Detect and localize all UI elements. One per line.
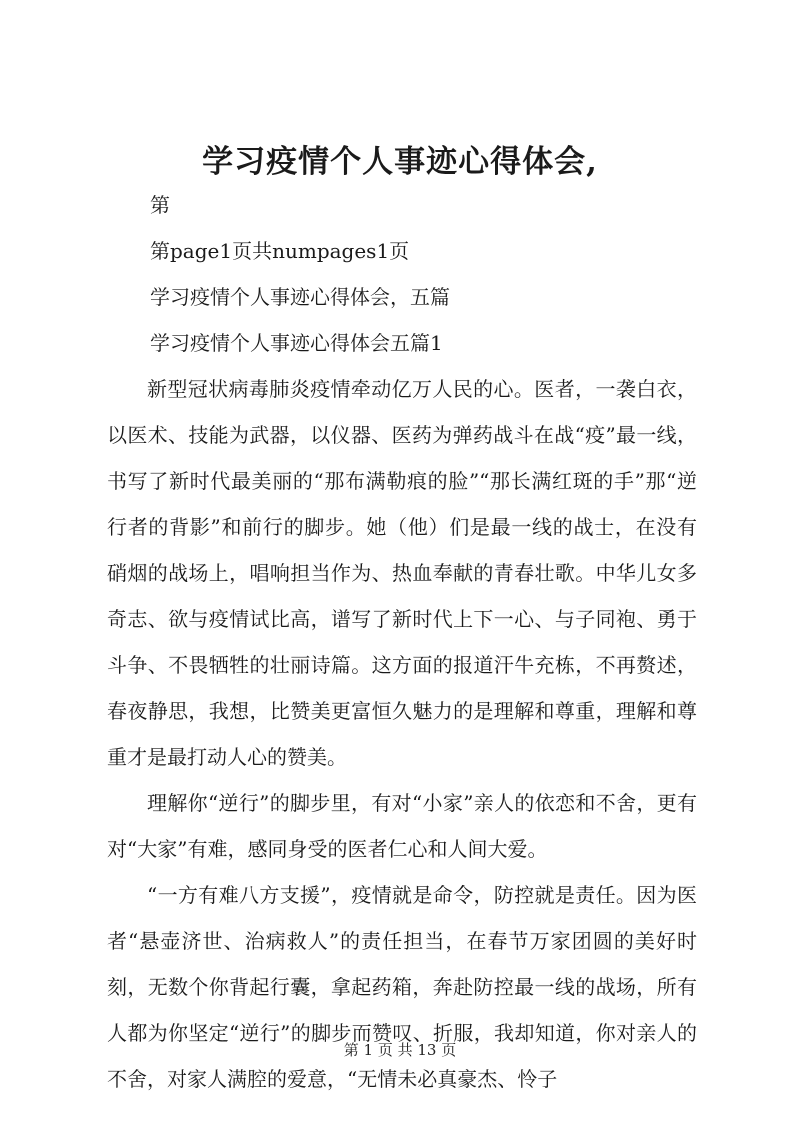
page-footer: 第 1 页 共 13 页	[343, 1041, 457, 1059]
body-paragraph-2: 理解你“逆行”的脚步里，有对“小家”亲人的依恋和不舍，更有对“大家”有难，感同身受的医者仁心和人间大爱。	[107, 791, 697, 861]
document-body	[107, 182, 697, 1102]
header-line-1: 第	[150, 193, 170, 217]
body-paragraph-3: “一方有难八方支援”，疫情就是命令，防控就是责任。因为医者“悬壶济世、治病救人”的责任担当，在春节万家团圆的美好时刻，无数个你背起行囊，拿起药箱，奔赴防控最一线的战场，所有人都为你坚定“逆行”的脚步而赞叹、折服，我却知道，你对亲人的不舍，对家人满腔的爱意，“无情未必真豪杰、怜子	[107, 883, 697, 1091]
document-title: 学习疫情个人事迹心得体会,	[202, 144, 598, 180]
body-paragraph-1: 新型冠状病毒肺炎疫情牵动亿万人民的心。医者，一袭白衣，以医术、技能为武器，以仪器、医药为弹药战斗在战“疫”最一线，书写了新时代最美丽的“那布满勒痕的脸”“那长满红斑的手”那“逆行者的背影”和前行的脚步。她（他）们是最一线的战士，在没有硝烟的战场上，唱响担当作为、热血奉献的青春壮歌。中华儿女多奇志、欲与疫情试比高，谱写了新时代上下一心、与子同袍、勇于斗争、不畏牺牲的壮丽诗篇。这方面的报道汗牛充栋，不再赘述，春夜静思，我想，比赞美更富恒久魅力的是理解和尊重，理解和尊重才是最打动人心的赞美。	[107, 377, 697, 769]
header-line-3: 学习疫情个人事迹心得体会，五篇	[150, 285, 450, 309]
header-line-4: 学习疫情个人事迹心得体会五篇1	[150, 331, 443, 355]
header-line-2: 第page1页共numpages1页	[150, 239, 410, 263]
